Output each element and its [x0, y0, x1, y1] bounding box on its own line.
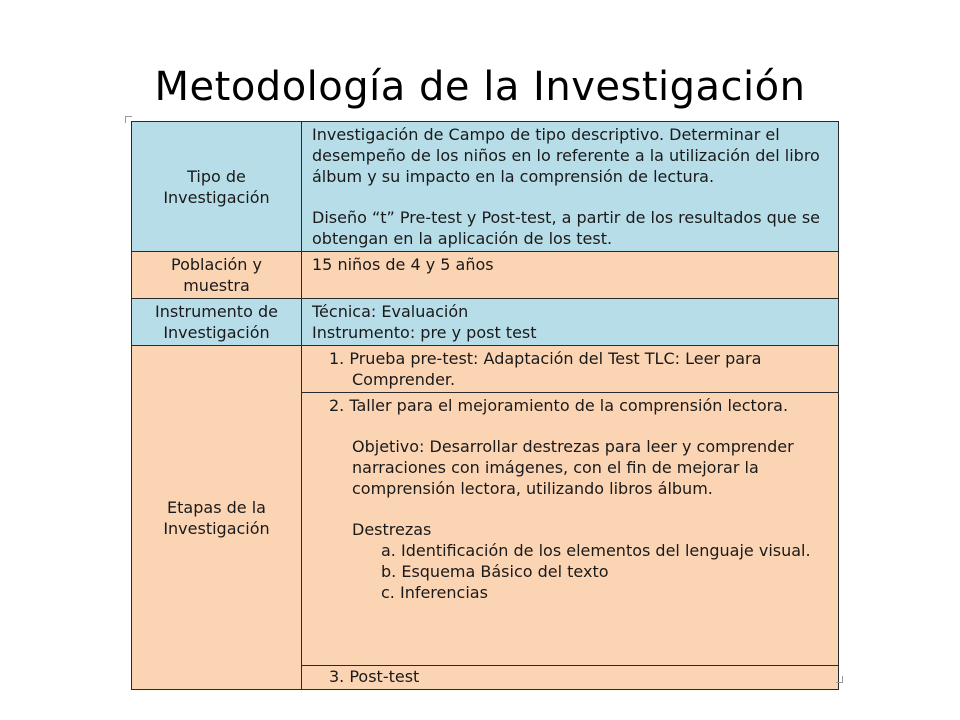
- poblacion-content-cell: [302, 252, 839, 299]
- tipo-header: Tipo de Investigación: [163, 166, 270, 207]
- etapas-header: Etapas de la Investigación: [163, 497, 270, 538]
- tipo-description: Investigación de Campo de tipo descriptivo. Determinar el desempeño de los niños en lo referente a la utilización del libro álbum y su impacto en la comprensión de lectura.: [312, 125, 820, 186]
- poblacion-content: 15 niños de 4 y 5 años: [312, 255, 494, 274]
- poblacion-header: Población y muestra: [171, 255, 262, 295]
- tipo-content-cell: [302, 122, 839, 252]
- instrumento-tecnica: Técnica: Evaluación: [312, 302, 469, 321]
- table-corner-marker: [125, 116, 132, 123]
- instrumento-instrumento: Instrumento: pre y post test: [312, 323, 537, 342]
- table-row-tipo: [132, 122, 839, 252]
- destrezas-label: Destrezas: [352, 520, 432, 539]
- etapa-2-objetivo: Objetivo: Desarrollar destrezas para leer y comprender narraciones con imágenes, con el fin de mejorar la comprensión lectora, utilizando libros álbum.: [352, 437, 794, 498]
- poblacion-header-cell: [132, 252, 302, 299]
- etapa-2: 2. Taller para el mejoramiento de la comprensión lectora.: [329, 396, 789, 415]
- instrumento-header: Instrumento de Investigación: [155, 302, 278, 342]
- methodology-table: [131, 121, 839, 690]
- tipo-design: Diseño “t” Pre-test y Post-test, a partir de los resultados que se obtengan en la aplicación de los test.: [312, 208, 821, 248]
- tipo-header-cell: [132, 122, 302, 252]
- table-row-etapas-1: [132, 346, 839, 393]
- etapa-2-cell: [302, 393, 839, 666]
- etapa-3-cell: [302, 666, 839, 690]
- etapa-1-cell: [302, 346, 839, 393]
- slide-title: Metodología de la Investigación: [154, 64, 806, 110]
- table-corner-marker: [836, 676, 843, 683]
- table-row-poblacion: [132, 252, 839, 299]
- instrumento-header-cell: [132, 299, 302, 346]
- etapa-3: 3. Post-test: [329, 667, 420, 686]
- destreza-item: b. Esquema Básico del texto: [381, 562, 609, 581]
- etapas-header-cell: [132, 346, 302, 690]
- destreza-item: a. Identificación de los elementos del lenguaje visual.: [381, 541, 811, 560]
- etapa-1: 1. Prueba pre-test: Adaptación del Test TLC: Leer para Comprender.: [329, 349, 762, 389]
- destreza-item: c. Inferencias: [381, 583, 488, 602]
- instrumento-content-cell: [302, 299, 839, 346]
- table-row-instrumento: [132, 299, 839, 346]
